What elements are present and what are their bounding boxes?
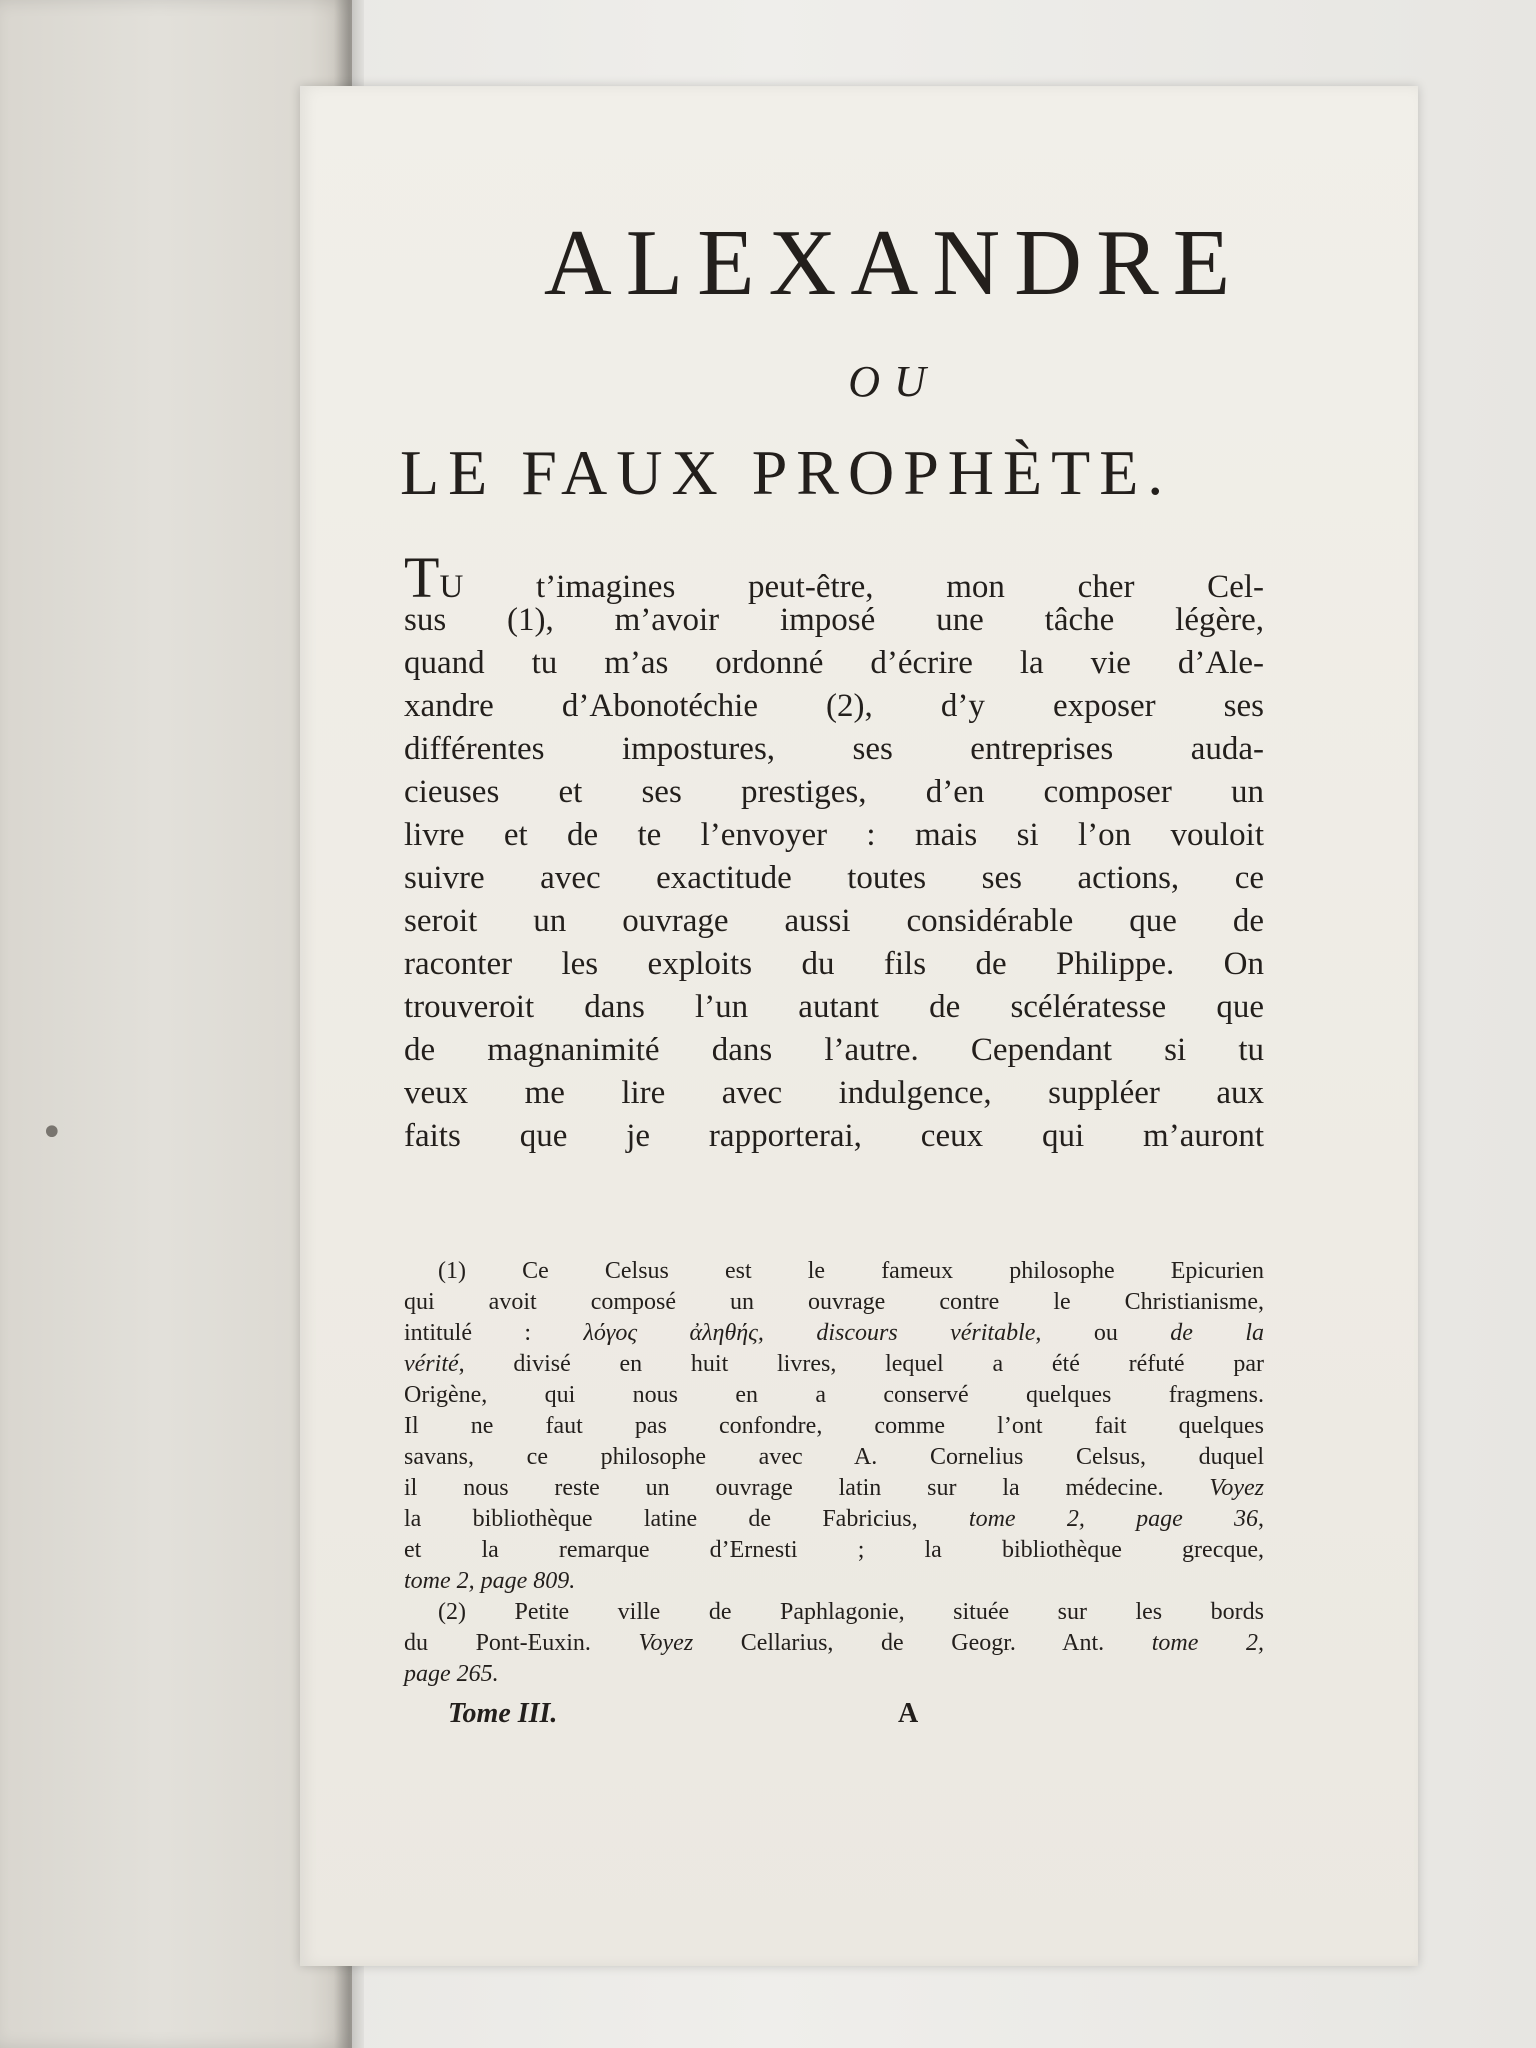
footnote-text: il nous reste un ouvrage latin sur la médecine. [404,1475,1210,1501]
text-line: quand tu m’as ordonné d’écrire la vie d’Ale- [404,645,1264,681]
footnote-line [404,1504,1264,1535]
text-line: trouveroit dans l’un autant de scélératesse que [404,989,1264,1025]
footnote-line: Origène, qui nous en a conservé quelques fragmens. [404,1382,1264,1408]
footnote-italic: vérité [404,1351,459,1377]
footnote-line: (1) Ce Celsus est le fameux philosophe Epicurien [438,1258,1264,1284]
text-line [404,545,1264,610]
signature-mark: A [898,1698,919,1729]
text-line: faits que je rapporterai, ceux qui m’auront [404,1118,1264,1154]
footnote-line [404,1349,1264,1380]
book-page [300,86,1418,1966]
text-line: livre et de te l’envoyer : mais si l’on vouloit [404,817,1264,853]
footnote-italic: de la [1170,1320,1264,1346]
footnote-text: la bibliothèque latine de Fabricius, [404,1506,969,1532]
text-line-content: U t’imagines peut-être, mon cher Cel- [439,569,1264,605]
ink-mark: • [40,1110,64,1156]
text-line: suivre avec exactitude toutes ses actions, ce [404,860,1264,896]
footnote-text: , ou [1035,1320,1171,1346]
text-line: différentes impostures, ses entreprises auda- [404,731,1264,767]
page-subtitle: LE FAUX PROPHÈTE. [400,437,1173,508]
footnotes [404,1256,1264,1690]
footnote-text: du Pont-Euxin. [404,1630,639,1656]
text-line: raconter les exploits du fils de Philippe. On [404,946,1264,982]
footnote-italic: Voyez [638,1630,694,1656]
text-line: sus (1), m’avoir imposé une tâche légère, [404,602,1264,638]
footnote-line [404,1473,1264,1504]
title-connector: OU [848,357,940,406]
footnote-italic: Voyez [1209,1475,1264,1501]
footnote-line [404,1628,1264,1659]
footnote-line: page 265. [404,1661,499,1687]
footnote-italic: tome 2, [1151,1630,1264,1656]
footnote-line: tome 2, page 809. [404,1568,576,1594]
text-line: de magnanimité dans l’autre. Cependant si tu [404,1032,1264,1068]
footnote-line: et la remarque d’Ernesti ; la bibliothèque grecque, [404,1537,1264,1563]
footnote-line [404,1318,1264,1349]
footnote-text: Cellarius, de Geogr. Ant. [693,1630,1152,1656]
footnote-line: (2) Petite ville de Paphlagonie, située sur les bords [438,1599,1264,1625]
text-line: cieuses et ses prestiges, d’en composer un [404,774,1264,810]
footnote-line: Il ne faut pas confondre, comme l’ont fait quelques [404,1413,1264,1439]
footnote-text: , divisé en huit livres, lequel a été réfuté par [458,1351,1264,1377]
page-title: ALEXANDRE [543,211,1245,315]
footnote-italic: λόγος ἀληθής, discours véritable [583,1320,1036,1346]
drop-cap: T [404,545,440,610]
text-line: veux me lire avec indulgence, suppléer aux [404,1075,1264,1111]
text-line: seroit un ouvrage aussi considérable que de [404,903,1264,939]
footnote-text: intitulé : [404,1320,584,1346]
footnote-line: qui avoit composé un ouvrage contre le Christianisme, [404,1289,1264,1315]
footnote-text: , [1258,1506,1265,1532]
footnote-line: savans, ce philosophe avec A. Cornelius Celsus, duquel [404,1444,1264,1470]
volume-label: Tome III. [448,1698,558,1729]
footnote-italic: tome 2, page 36 [968,1506,1259,1532]
text-line: xandre d’Abonotéchie (2), d’y exposer ses [404,688,1264,724]
body-text [404,545,1264,1158]
